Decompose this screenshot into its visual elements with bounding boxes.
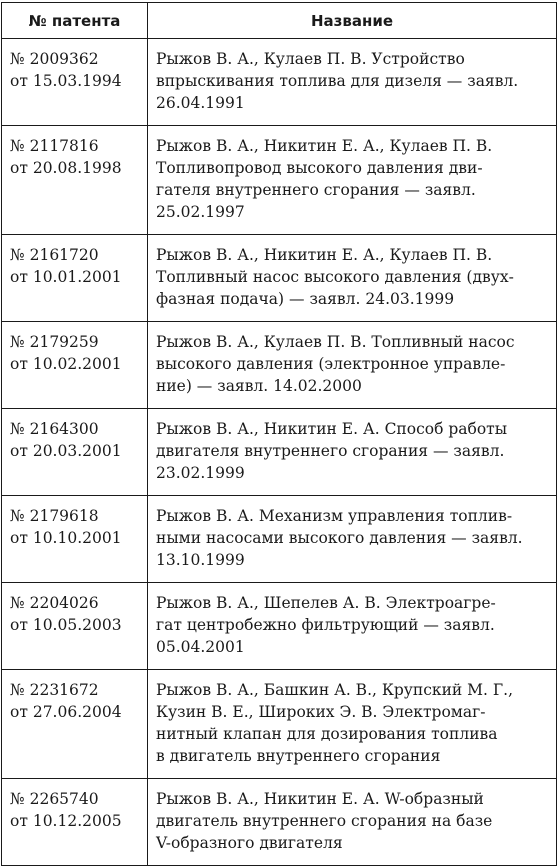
table-row — [2, 583, 557, 670]
title-line: Рыжов В. А., Башкин А. В., Крупский М. Г., — [156, 681, 514, 699]
patent-date: от 10.12.2005 — [10, 812, 122, 830]
title-line: двигатель внутреннего сгорания на базе — [156, 812, 493, 830]
title-line: ными насосами высокого давления — заявл. — [156, 529, 523, 547]
title-line: двигателя внутреннего сгорания — заявл. — [156, 442, 505, 460]
table-row — [2, 322, 557, 409]
title-line: впрыскивания топлива для дизеля — заявл. — [156, 72, 519, 90]
patent-number: № 2231672 — [10, 681, 99, 699]
header-patent-number: № патента — [2, 3, 148, 39]
patents-table — [1, 2, 557, 866]
title-line: Рыжов В. А., Шепелев А. В. Электроагре- — [156, 594, 496, 612]
title-line: V-образного двигателя — [156, 834, 343, 852]
table-row — [2, 409, 557, 496]
table-row — [2, 496, 557, 583]
patent-number-cell — [2, 409, 148, 496]
title-line: 05.04.2001 — [156, 638, 245, 656]
title-line: Кузин В. Е., Широких Э. В. Электромаг- — [156, 703, 486, 721]
table-row — [2, 126, 557, 235]
title-line: Рыжов В. А., Никитин Е. А. Способ работы — [156, 420, 508, 438]
patent-title-cell — [148, 409, 557, 496]
patent-number: № 2179618 — [10, 507, 99, 525]
title-line: в двигатель внутреннего сгорания — [156, 747, 441, 765]
title-line: 23.02.1999 — [156, 464, 245, 482]
patent-number-cell — [2, 779, 148, 866]
title-line: ние) — заявл. 14.02.2000 — [156, 377, 362, 395]
title-line: гат центробежно фильтрующий — заявл. — [156, 616, 495, 634]
patent-title-cell — [148, 39, 557, 126]
patent-date: от 10.02.2001 — [10, 355, 122, 373]
title-line: гателя внутреннего сгорания — заявл. — [156, 181, 476, 199]
patent-number-cell — [2, 39, 148, 126]
patent-number: № 2117816 — [10, 137, 99, 155]
title-line: Рыжов В. А. Механизм управления топлив- — [156, 507, 513, 525]
patent-title-cell — [148, 126, 557, 235]
table-header-row — [2, 3, 557, 39]
patent-date: от 20.03.2001 — [10, 442, 122, 460]
patent-date: от 20.08.1998 — [10, 159, 122, 177]
patent-number: № 2009362 — [10, 50, 99, 68]
patent-number-cell — [2, 322, 148, 409]
patent-number: № 2179259 — [10, 333, 99, 351]
patent-title-cell — [148, 779, 557, 866]
title-line: Топливопровод высокого давления дви- — [156, 159, 483, 177]
table-row — [2, 779, 557, 866]
title-line: Рыжов В. А., Никитин Е. А., Кулаев П. В. — [156, 246, 493, 264]
title-line: нитный клапан для дозирования топлива — [156, 725, 498, 743]
title-line: фазная подача) — заявл. 24.03.1999 — [156, 290, 455, 308]
patent-number-cell — [2, 496, 148, 583]
patent-date: от 10.05.2003 — [10, 616, 122, 634]
title-line: Топливный насос высокого давления (двух- — [156, 268, 514, 286]
title-line: Рыжов В. А., Кулаев П. В. Топливный насос — [156, 333, 515, 351]
patent-number: № 2164300 — [10, 420, 99, 438]
patent-number-cell — [2, 583, 148, 670]
table-row — [2, 39, 557, 126]
patent-date: от 10.01.2001 — [10, 268, 122, 286]
title-line: 26.04.1991 — [156, 94, 245, 112]
patent-title-cell — [148, 583, 557, 670]
title-line: 13.10.1999 — [156, 551, 245, 569]
title-line: Рыжов В. А., Никитин Е. А. W-образный — [156, 790, 484, 808]
patent-number-cell — [2, 670, 148, 779]
patent-number-cell — [2, 235, 148, 322]
patent-title-cell — [148, 322, 557, 409]
patent-number-cell — [2, 126, 148, 235]
patent-date: от 10.10.2001 — [10, 529, 122, 547]
title-line: высокого давления (электронное управле- — [156, 355, 506, 373]
title-line: Рыжов В. А., Никитин Е. А., Кулаев П. В. — [156, 137, 493, 155]
patent-title-cell — [148, 670, 557, 779]
table-row — [2, 670, 557, 779]
patent-number: № 2204026 — [10, 594, 99, 612]
patent-date: от 27.06.2004 — [10, 703, 122, 721]
table-row — [2, 235, 557, 322]
patent-number: № 2265740 — [10, 790, 99, 808]
header-title: Название — [148, 3, 557, 39]
patent-title-cell — [148, 496, 557, 583]
title-line: Рыжов В. А., Кулаев П. В. Устройство — [156, 50, 465, 68]
patent-date: от 15.03.1994 — [10, 72, 122, 90]
title-line: 25.02.1997 — [156, 203, 245, 221]
patent-number: № 2161720 — [10, 246, 99, 264]
patent-title-cell — [148, 235, 557, 322]
